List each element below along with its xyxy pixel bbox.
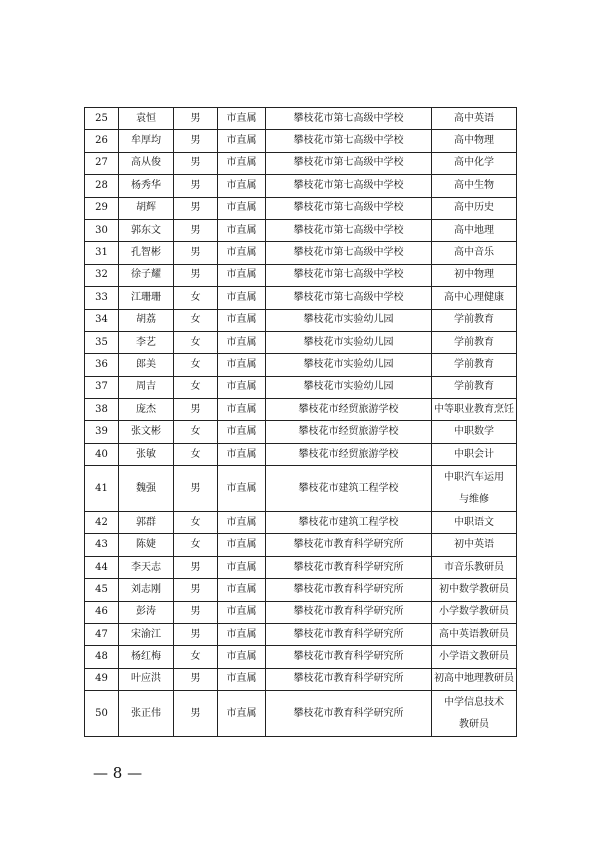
subject-cell: 高中化学 [432,152,517,174]
subject-cell: 高中历史 [432,197,517,219]
unit-cell: 市直属 [218,691,266,737]
unit-cell: 市直属 [218,556,266,578]
gender-cell: 女 [174,512,218,534]
table-row [85,197,517,219]
gender-cell: 女 [174,534,218,556]
table-row [85,152,517,174]
row-number-cell: 27 [85,152,119,174]
row-number-cell: 36 [85,354,119,376]
unit-cell: 市直属 [218,376,266,398]
gender-cell: 女 [174,331,218,353]
unit-cell: 市直属 [218,287,266,309]
table-row [85,624,517,646]
school-name-cell: 攀枝花市教育科学研究所 [266,534,432,556]
school-name-cell: 攀枝花市教育科学研究所 [266,624,432,646]
unit-cell: 市直属 [218,354,266,376]
table-row [85,579,517,601]
gender-cell: 女 [174,646,218,668]
unit-cell: 市直属 [218,399,266,421]
gender-cell: 男 [174,242,218,264]
subject-cell: 中职语文 [432,512,517,534]
row-number-cell: 38 [85,399,119,421]
gender-cell: 女 [174,309,218,331]
person-name-cell: 胡辉 [119,197,174,219]
unit-cell: 市直属 [218,264,266,286]
gender-cell: 男 [174,152,218,174]
person-name-cell: 叶应洪 [119,668,174,690]
person-name-cell: 郎美 [119,354,174,376]
row-number-cell: 32 [85,264,119,286]
subject-line-1: 中职汽车运用 [444,471,504,483]
row-number-cell: 41 [85,466,119,512]
person-name-cell: 陈婕 [119,534,174,556]
row-number-cell: 33 [85,287,119,309]
row-number-cell: 45 [85,579,119,601]
row-number-cell: 26 [85,130,119,152]
school-name-cell: 攀枝花市教育科学研究所 [266,691,432,737]
gender-cell: 女 [174,287,218,309]
school-name-cell: 攀枝花市第七高级中学校 [266,108,432,130]
school-name-cell: 攀枝花市第七高级中学校 [266,242,432,264]
row-number-cell: 49 [85,668,119,690]
gender-cell: 男 [174,399,218,421]
row-number-cell: 34 [85,309,119,331]
table-row [85,264,517,286]
subject-cell: 初中数学教研员 [432,579,517,601]
table-row [85,466,517,512]
subject-cell: 初中英语 [432,534,517,556]
unit-cell: 市直属 [218,197,266,219]
subject-line-2: 教研员 [459,718,489,730]
subject-cell: 初高中地理教研员 [432,668,517,690]
gender-cell: 男 [174,197,218,219]
row-number-cell: 28 [85,175,119,197]
row-number-cell: 47 [85,624,119,646]
person-name-cell: 郭东文 [119,219,174,241]
gender-cell: 男 [174,668,218,690]
table-row [85,130,517,152]
table-row [85,108,517,130]
school-name-cell: 攀枝花市第七高级中学校 [266,197,432,219]
person-name-cell: 杨秀华 [119,175,174,197]
table-row [85,556,517,578]
roster-body [85,108,517,737]
gender-cell: 男 [174,556,218,578]
table-row [85,219,517,241]
unit-cell: 市直属 [218,646,266,668]
subject-cell: 小学数学教研员 [432,601,517,623]
school-name-cell: 攀枝花市第七高级中学校 [266,264,432,286]
table-row [85,175,517,197]
subject-cell: 高中物理 [432,130,517,152]
subject-cell: 市音乐教研员 [432,556,517,578]
gender-cell: 男 [174,264,218,286]
unit-cell: 市直属 [218,421,266,443]
subject-cell: 高中生物 [432,175,517,197]
subject-cell: 中职数学 [432,421,517,443]
table-row [85,512,517,534]
school-name-cell: 攀枝花市教育科学研究所 [266,556,432,578]
school-name-cell: 攀枝花市经贸旅游学校 [266,399,432,421]
row-number-cell: 48 [85,646,119,668]
school-name-cell: 攀枝花市实验幼儿园 [266,331,432,353]
table-row [85,242,517,264]
gender-cell: 男 [174,624,218,646]
person-name-cell: 李天志 [119,556,174,578]
unit-cell: 市直属 [218,668,266,690]
person-name-cell: 袁恒 [119,108,174,130]
subject-cell: 学前教育 [432,331,517,353]
school-name-cell: 攀枝花市第七高级中学校 [266,287,432,309]
person-name-cell: 徐子耀 [119,264,174,286]
gender-cell: 女 [174,376,218,398]
school-name-cell: 攀枝花市教育科学研究所 [266,601,432,623]
table-row [85,443,517,465]
person-name-cell: 张正伟 [119,691,174,737]
unit-cell: 市直属 [218,309,266,331]
table-row [85,421,517,443]
school-name-cell: 攀枝花市实验幼儿园 [266,309,432,331]
school-name-cell: 攀枝花市教育科学研究所 [266,668,432,690]
row-number-cell: 44 [85,556,119,578]
gender-cell: 男 [174,579,218,601]
subject-cell: 学前教育 [432,376,517,398]
table-row [85,668,517,690]
table-row [85,309,517,331]
subject-line-1: 中学信息技术 [444,696,504,708]
person-name-cell: 魏强 [119,466,174,512]
school-name-cell: 攀枝花市实验幼儿园 [266,376,432,398]
unit-cell: 市直属 [218,624,266,646]
school-name-cell: 攀枝花市第七高级中学校 [266,152,432,174]
person-name-cell: 刘志刚 [119,579,174,601]
school-name-cell: 攀枝花市建筑工程学校 [266,466,432,512]
table-row [85,534,517,556]
school-name-cell: 攀枝花市建筑工程学校 [266,512,432,534]
subject-cell: 高中音乐 [432,242,517,264]
subject-cell: 学前教育 [432,354,517,376]
unit-cell: 市直属 [218,601,266,623]
row-number-cell: 30 [85,219,119,241]
table-row [85,354,517,376]
gender-cell: 女 [174,443,218,465]
subject-cell: 高中英语 [432,108,517,130]
row-number-cell: 25 [85,108,119,130]
table-row [85,601,517,623]
subject-cell: 小学语文教研员 [432,646,517,668]
unit-cell: 市直属 [218,175,266,197]
gender-cell: 男 [174,108,218,130]
subject-cell: 中等职业教育烹饪 [432,399,517,421]
table-row [85,331,517,353]
subject-cell: 学前教育 [432,309,517,331]
unit-cell: 市直属 [218,219,266,241]
subject-cell: 高中地理 [432,219,517,241]
school-name-cell: 攀枝花市实验幼儿园 [266,354,432,376]
row-number-cell: 29 [85,197,119,219]
roster-table [84,107,517,737]
school-name-cell: 攀枝花市经贸旅游学校 [266,421,432,443]
gender-cell: 男 [174,130,218,152]
school-name-cell: 攀枝花市教育科学研究所 [266,579,432,601]
unit-cell: 市直属 [218,534,266,556]
person-name-cell: 江珊珊 [119,287,174,309]
person-name-cell: 周吉 [119,376,174,398]
person-name-cell: 彭涛 [119,601,174,623]
subject-line-2: 与维修 [459,493,489,505]
person-name-cell: 庞杰 [119,399,174,421]
unit-cell: 市直属 [218,242,266,264]
unit-cell: 市直属 [218,152,266,174]
gender-cell: 女 [174,354,218,376]
person-name-cell: 牟厚均 [119,130,174,152]
school-name-cell: 攀枝花市第七高级中学校 [266,175,432,197]
unit-cell: 市直属 [218,443,266,465]
gender-cell: 男 [174,466,218,512]
school-name-cell: 攀枝花市第七高级中学校 [266,130,432,152]
table-row [85,399,517,421]
unit-cell: 市直属 [218,130,266,152]
page-number: — 8 — [93,764,143,782]
row-number-cell: 31 [85,242,119,264]
person-name-cell: 郭群 [119,512,174,534]
table-row [85,646,517,668]
gender-cell: 男 [174,219,218,241]
subject-cell: 高中英语教研员 [432,624,517,646]
row-number-cell: 37 [85,376,119,398]
gender-cell: 女 [174,421,218,443]
row-number-cell: 42 [85,512,119,534]
gender-cell: 男 [174,691,218,737]
school-name-cell: 攀枝花市教育科学研究所 [266,646,432,668]
table-row [85,287,517,309]
unit-cell: 市直属 [218,512,266,534]
unit-cell: 市直属 [218,331,266,353]
unit-cell: 市直属 [218,108,266,130]
row-number-cell: 46 [85,601,119,623]
gender-cell: 男 [174,175,218,197]
row-number-cell: 43 [85,534,119,556]
table-row [85,376,517,398]
subject-cell [432,691,517,737]
subject-cell: 高中心理健康 [432,287,517,309]
subject-cell: 初中物理 [432,264,517,286]
school-name-cell: 攀枝花市经贸旅游学校 [266,443,432,465]
row-number-cell: 50 [85,691,119,737]
person-name-cell: 杨红梅 [119,646,174,668]
person-name-cell: 张敏 [119,443,174,465]
person-name-cell: 高从俊 [119,152,174,174]
row-number-cell: 40 [85,443,119,465]
row-number-cell: 39 [85,421,119,443]
unit-cell: 市直属 [218,579,266,601]
person-name-cell: 宋渝江 [119,624,174,646]
row-number-cell: 35 [85,331,119,353]
person-name-cell: 李艺 [119,331,174,353]
gender-cell: 男 [174,601,218,623]
person-name-cell: 孔智彬 [119,242,174,264]
subject-cell: 中职会计 [432,443,517,465]
subject-cell [432,466,517,512]
school-name-cell: 攀枝花市第七高级中学校 [266,219,432,241]
table-row [85,691,517,737]
unit-cell: 市直属 [218,466,266,512]
person-name-cell: 胡荔 [119,309,174,331]
person-name-cell: 张文彬 [119,421,174,443]
